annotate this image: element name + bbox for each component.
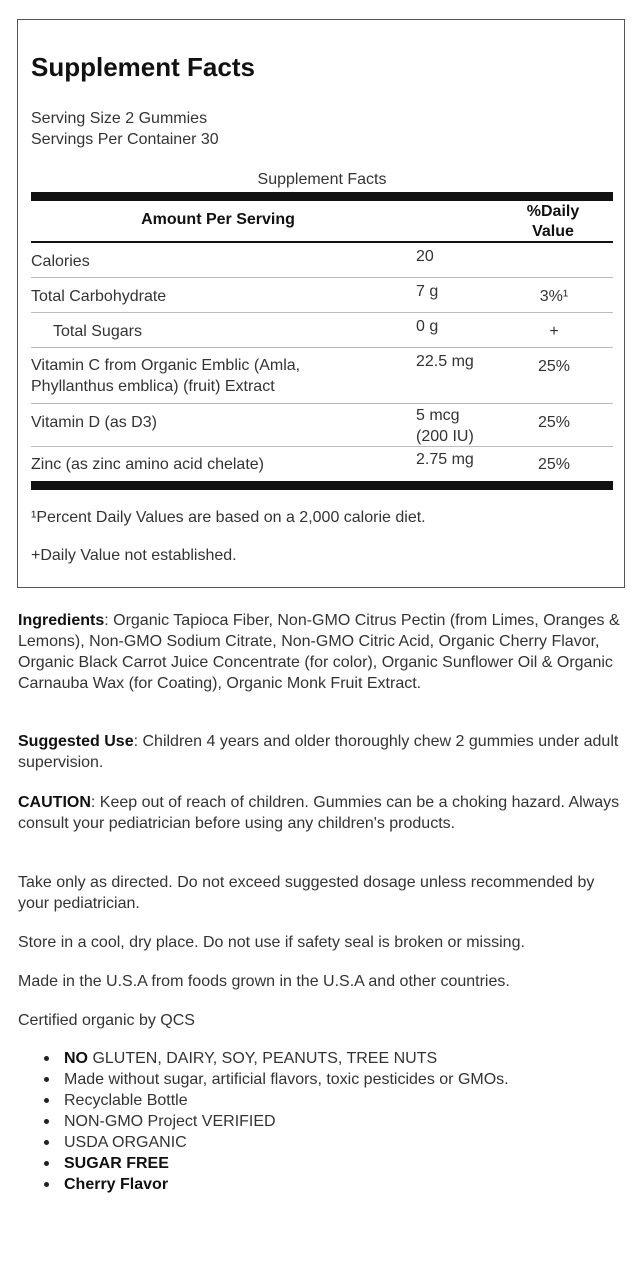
header-daily-value: %Daily Value	[526, 203, 580, 240]
caution-label: CAUTION	[18, 794, 91, 811]
feature-list	[44, 1048, 509, 1195]
list-item: NON-GMO Project VERIFIED	[44, 1111, 509, 1132]
divider-thick-bottom	[31, 481, 613, 490]
suggested-use-text: : Children 4 years and older thoroughly chew 2 gummies under adult supervision.	[18, 733, 619, 771]
row-zinc-name: Zinc (as zinc amino acid chelate)	[31, 456, 264, 473]
storage-paragraph: Store in a cool, dry place. Do not use if safety seal is broken or missing.	[18, 934, 525, 951]
row-divider	[31, 347, 613, 348]
row-zinc-dv: 25%	[537, 456, 571, 473]
list-item: Cherry Flavor	[44, 1174, 509, 1195]
row-sugars-amount: 0 g	[416, 318, 439, 335]
ingredients-paragraph	[18, 610, 628, 694]
caution-paragraph	[18, 792, 628, 834]
servings-per-container: Servings Per Container 30	[31, 131, 219, 148]
row-divider	[31, 312, 613, 313]
list-item: SUGAR FREE	[44, 1153, 509, 1174]
row-calories-name: Calories	[31, 253, 90, 270]
list-item: USDA ORGANIC	[44, 1132, 509, 1153]
caution-text: : Keep out of reach of children. Gummies can be a choking hazard. Always consult your pediatrician before using any children's products.	[18, 794, 620, 832]
row-vitamin-c-amount: 22.5 mg	[416, 353, 474, 370]
divider-thick	[31, 192, 613, 201]
table-caption: Supplement Facts	[257, 171, 387, 188]
list-item: Recyclable Bottle	[44, 1090, 509, 1111]
row-sugars-name: Total Sugars	[53, 323, 142, 340]
facts-title: Supplement Facts	[31, 52, 255, 82]
list-item: NO GLUTEN, DAIRY, SOY, PEANUTS, TREE NUTS	[44, 1048, 509, 1069]
header-amount-per-serving: Amount Per Serving	[141, 211, 295, 228]
suggested-use-label: Suggested Use	[18, 733, 134, 750]
row-vitamin-d-name: Vitamin D (as D3)	[31, 414, 157, 431]
row-vitamin-c-name: Vitamin C from Organic Emblic (Amla, Phyllanthus emblica) (fruit) Extract	[31, 357, 301, 395]
row-sugars-dv: +	[549, 323, 559, 340]
row-divider	[31, 277, 613, 278]
row-zinc-amount: 2.75 mg	[416, 451, 474, 468]
ingredients-label: Ingredients	[18, 612, 105, 629]
directions-paragraph: Take only as directed. Do not exceed suggested dosage unless recommended by your pediatrician.	[18, 874, 595, 912]
row-calories-amount: 20	[416, 248, 434, 265]
serving-size: Serving Size 2 Gummies	[31, 110, 208, 127]
row-carbohydrate-name: Total Carbohydrate	[31, 288, 167, 305]
divider-header	[31, 241, 613, 243]
made-in-paragraph: Made in the U.S.A from foods grown in the U.S.A and other countries.	[18, 973, 510, 990]
footnote-not-established: +Daily Value not established.	[31, 547, 237, 564]
row-divider	[31, 403, 613, 404]
certified-paragraph: Certified organic by QCS	[18, 1012, 195, 1029]
row-carbohydrate-amount: 7 g	[416, 283, 439, 300]
footnote-daily-values: ¹Percent Daily Values are based on a 2,000 calorie diet.	[31, 509, 426, 526]
row-vitamin-d-amount: 5 mcg (200 IU)	[416, 407, 474, 445]
row-divider	[31, 446, 613, 447]
row-carbohydrate-dv: 3%¹	[539, 288, 569, 305]
suggested-use-paragraph	[18, 731, 628, 773]
supplement-facts-panel	[17, 19, 625, 588]
list-item: Made without sugar, artificial flavors, toxic pesticides or GMOs.	[44, 1069, 509, 1090]
row-vitamin-c-dv: 25%	[537, 358, 571, 375]
row-vitamin-d-dv: 25%	[537, 414, 571, 431]
ingredients-text: : Organic Tapioca Fiber, Non-GMO Citrus Pectin (from Limes, Oranges & Lemons), Non-GMO Sodium Citrate, Non-GMO Citric Acid, Organic Cherry Flavor, Organic Black Carrot Juice Concentrate (for color), Organic Sunflower Oil & Organic Carnauba Wax (for Coating), Organic Monk Fruit Extract.	[18, 612, 620, 692]
